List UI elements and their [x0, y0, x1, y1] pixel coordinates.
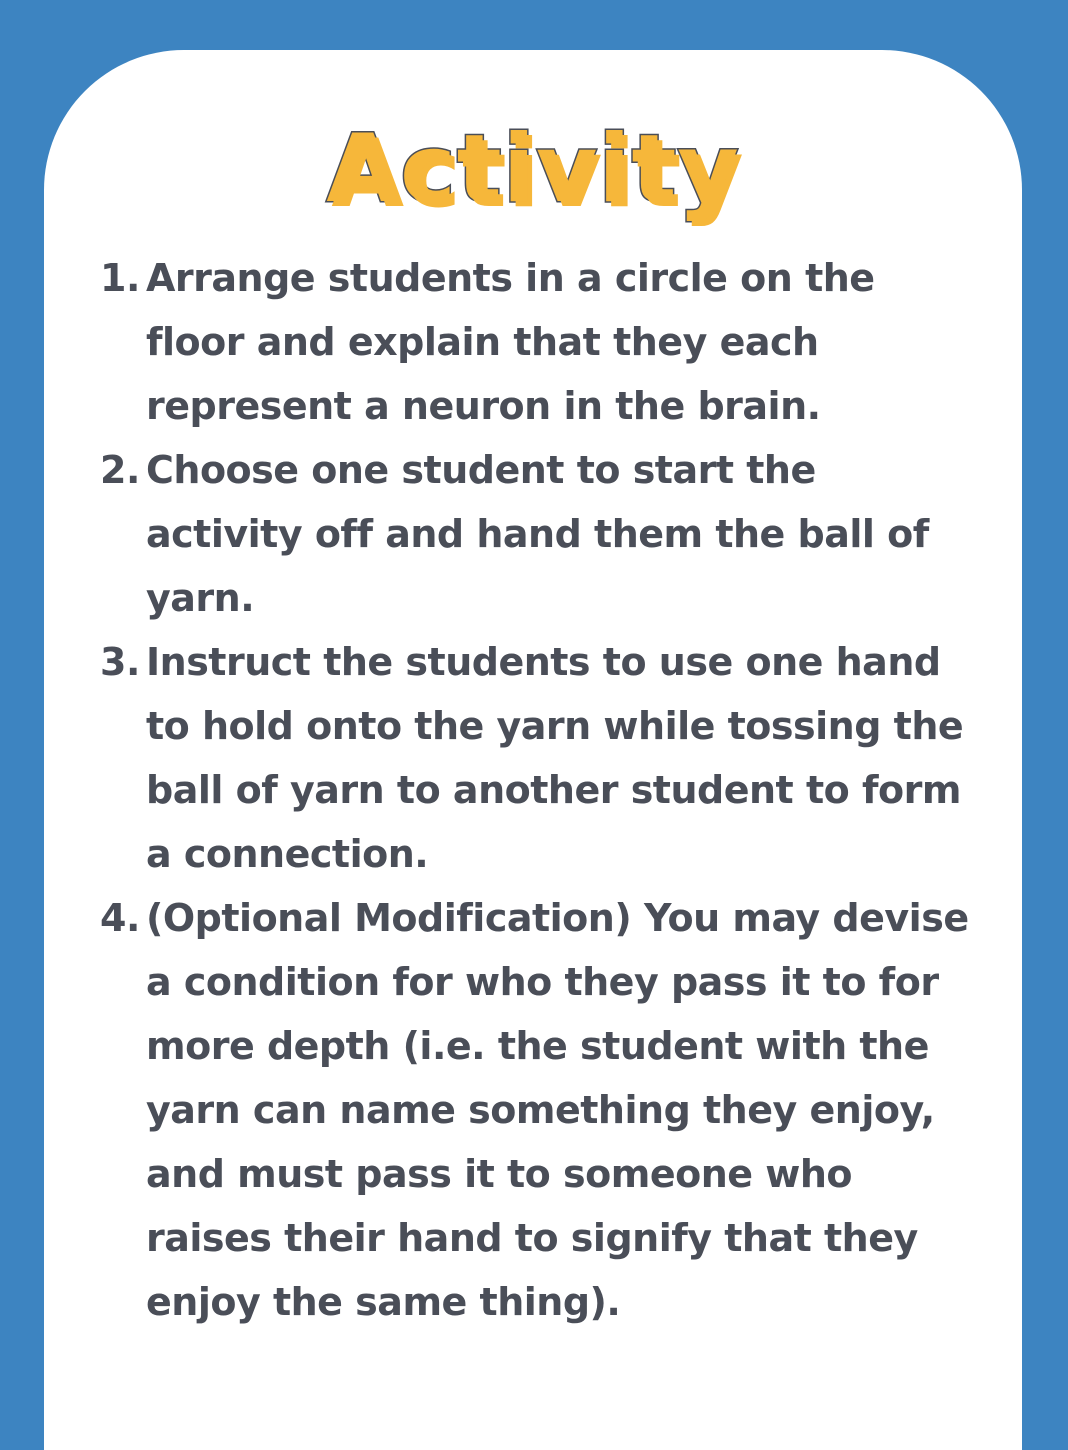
list-item-step-3 — [100, 630, 980, 886]
step-number: 2. — [100, 448, 140, 492]
list-item-step-4 — [100, 886, 980, 1334]
activity-card — [44, 50, 1022, 1450]
activity-steps-list — [100, 246, 980, 1334]
step-number: 4. — [100, 896, 140, 940]
page-title: Activity — [326, 115, 740, 224]
step-text: Choose one student to start the activity off and hand them the ball of yarn. — [146, 448, 929, 620]
list-item-step-1 — [100, 246, 980, 438]
step-text: Instruct the students to use one hand to hold onto the yarn while tossing the ball of yarn to another student to form a connection. — [146, 640, 964, 876]
step-number: 1. — [100, 256, 140, 300]
step-text: Arrange students in a circle on the floor and explain that they each represent a neuron in the brain. — [146, 256, 875, 428]
list-item-step-2 — [100, 438, 980, 630]
step-number: 3. — [100, 640, 140, 684]
step-text: (Optional Modification) You may devise a condition for who they pass it to for more depth (i.e. the student with the yarn can name something they enjoy, and must pass it to someone who raises their hand to signify that they enjoy the same thing). — [146, 896, 969, 1324]
